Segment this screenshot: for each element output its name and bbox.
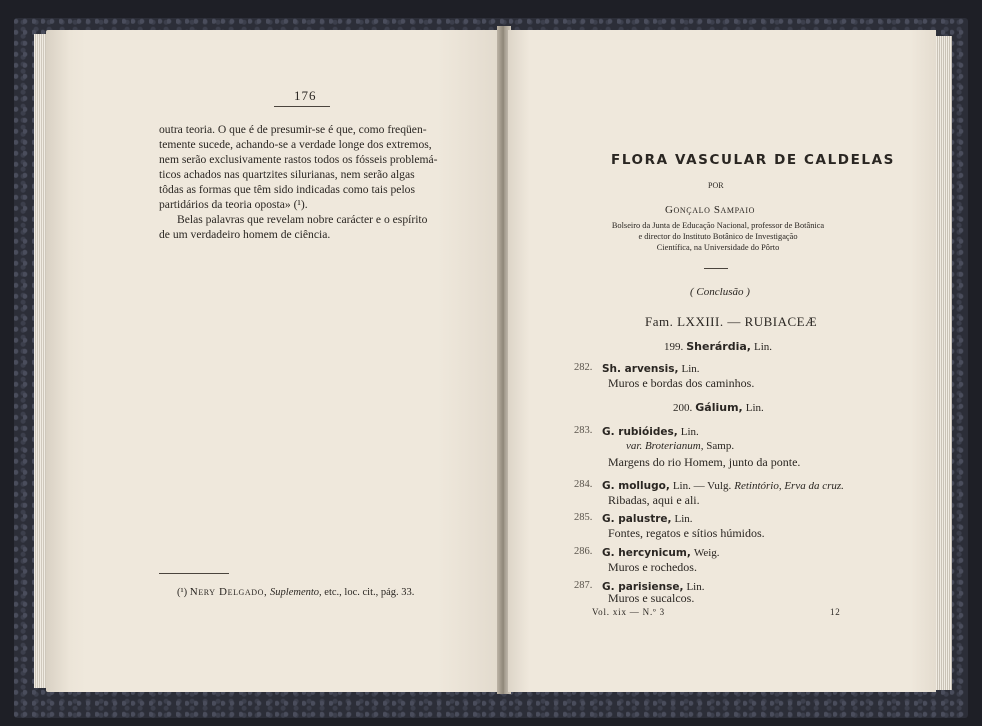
left-page: [46, 30, 501, 692]
species-locality: Ribadas, aqui e ali.: [608, 493, 700, 507]
author-affiliation: [598, 220, 838, 253]
paragraph-line: temente sucede, achando-se a verdade longe dos extremos,: [159, 138, 432, 151]
species-number: 286.: [574, 546, 593, 557]
byline-por: POR: [708, 181, 724, 190]
footnote-author: Nery Delgado,: [189, 586, 268, 598]
species-name: G. rubióides, Lin.: [602, 426, 699, 438]
paragraph-line: nem serão exclusivamente rastos todos os fósseis problemá-: [159, 153, 438, 166]
family-heading: Fam. LXXIII. — RUBIACEÆ: [645, 314, 818, 329]
species-number: 287.: [574, 580, 593, 591]
species-name: G. palustre, Lin.: [602, 513, 693, 525]
species-name: G. hercynicum, Weig.: [602, 547, 720, 559]
affiliation-line: Científica, na Universidade do Pôrto: [656, 243, 780, 252]
signature-mark: 12: [830, 607, 841, 617]
footnote-rule: [159, 573, 229, 574]
page-number: 176: [294, 88, 317, 103]
species-number: 285.: [574, 512, 593, 523]
header-rule: [274, 106, 330, 107]
footnote-rest: etc., loc. cit., pág. 33.: [324, 587, 415, 598]
journal-volume: Vol. xix — N.º 3: [592, 607, 665, 617]
continuation-note: ( Conclusão ): [690, 286, 750, 298]
species-name: Sh. arvensis, Lin.: [602, 363, 700, 375]
paragraph-line: outra teoria. O que é de presumir-se é que, como freqüen-: [159, 123, 427, 136]
paragraph-line: Belas palavras que revelam nobre carácter e o espírito: [177, 213, 428, 226]
right-page-edges: [934, 36, 952, 690]
footnote-work: Suplemento,: [270, 587, 322, 598]
species-locality: Muros e sucalcos.: [608, 591, 695, 605]
paragraph-line: partidários da teoria oposta» (¹).: [159, 198, 308, 211]
affiliation-line: Bolseiro da Junta de Educação Nacional, professor de Botânica: [611, 221, 825, 230]
species-locality: Muros e bordas dos caminhos.: [608, 376, 755, 390]
affiliation-line: e director do Instituto Botânico de Investigação: [638, 232, 798, 241]
article-title: FLORA VASCULAR DE CALDELAS: [611, 152, 895, 168]
genus-heading: 200. Gálium, Lin.: [673, 401, 764, 414]
species-variety: var. Broterianum, Samp.: [626, 440, 735, 452]
species-name: G. parisiense, Lin.: [602, 581, 705, 593]
species-number: 282.: [574, 362, 593, 373]
paragraph-line: de um verdadeiro homem de ciência.: [159, 228, 331, 241]
species-name: G. mollugo, Lin. — Vulg. Retintório, Erva da cruz.: [602, 480, 844, 492]
species-number: 283.: [574, 425, 593, 436]
species-locality: Muros e rochedos.: [608, 560, 697, 574]
genus-heading: 199. Sherárdia, Lin.: [664, 340, 773, 353]
species-locality: Fontes, regatos e sítios húmidos.: [608, 526, 765, 540]
title-rule: [704, 268, 728, 269]
footnote-marker: (¹): [177, 587, 188, 598]
paragraph-line: ticos achados nas quartzites silurianas, nem serão algas: [159, 168, 415, 181]
species-number: 284.: [574, 479, 593, 490]
right-page: [508, 30, 936, 692]
author-name: Gonçalo Sampaio: [665, 204, 755, 216]
footnote: [177, 584, 414, 601]
paragraph-line: tôdas as formas que têm sido indicadas como tais pelos: [159, 183, 415, 196]
species-locality: Margens do rio Homem, junto da ponte.: [608, 455, 801, 469]
